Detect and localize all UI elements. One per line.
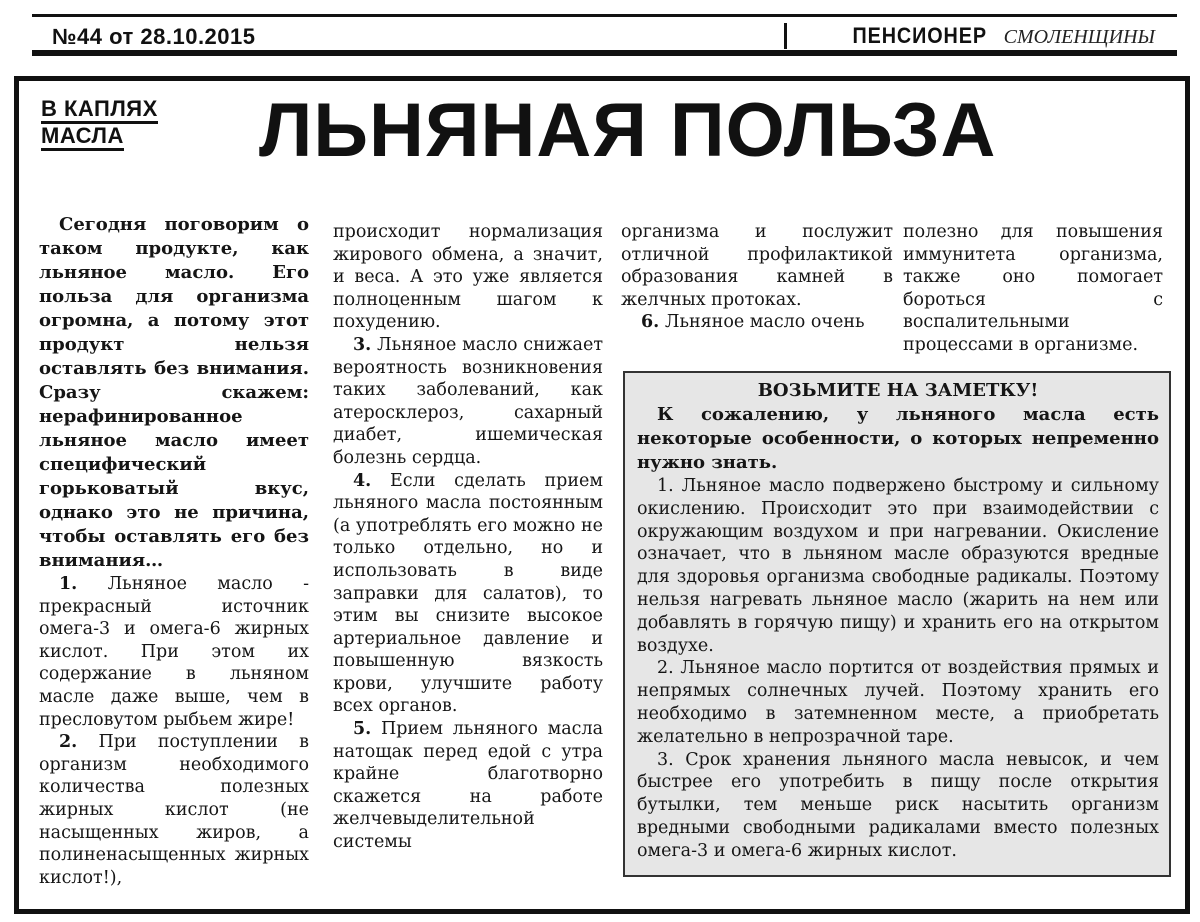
text-column-1 xyxy=(39,213,309,889)
paragraph-6-text: Льняное масло очень xyxy=(659,312,865,333)
paragraph-2-text: При поступлении в организм необходимого количества полезных жирных кислот (не насыщенных жиров, а полиненасыщенных жирных кислот!), xyxy=(39,732,309,888)
masthead xyxy=(845,23,1155,49)
headline: ЛЬНЯНАЯ ПОЛЬЗА xyxy=(259,88,997,173)
paragraph-6-number: 6. xyxy=(641,312,660,333)
note-item-1: 1. Льняное масло подвержено быстрому и сильному окислению. Происходит это при взаимодействии с окружающим воздухом и при нагревании. Окисление означает, что в льняном масле образуются вредные для здоровья организма свободные радикалы. Поэтому нельзя нагревать льняное масло (жарить на нем или добавлять в горячую пищу) и хранить его на открытом воздухе. xyxy=(637,476,1159,656)
note-title: ВОЗЬМИТЕ НА ЗАМЕТКУ! xyxy=(757,380,1039,401)
paragraph-1 xyxy=(39,573,309,731)
note-box xyxy=(623,371,1171,877)
paragraph-4 xyxy=(333,470,603,719)
paragraph-5 xyxy=(333,718,603,854)
rubric-line-1: В КАПЛЯХ xyxy=(41,97,158,124)
paragraph-2 xyxy=(39,731,309,889)
rubric-line-2: МАСЛА xyxy=(41,124,124,151)
paragraph-5-continued: организма и послужит отличной профилактикой образования камней в желчных протоках. xyxy=(621,222,893,310)
text-column-4 xyxy=(903,221,1163,357)
text-column-3 xyxy=(621,221,893,334)
paragraph-1-text: Льняное масло - прекрасный источник омега-3 и омега-6 жирных кислот. При этом их содержание в льняном масле даже выше, чем в пресловутом рыбьем жире! xyxy=(39,574,309,730)
article-frame xyxy=(14,76,1190,914)
paragraph-6 xyxy=(621,311,893,334)
paragraph-2-number: 2. xyxy=(59,732,78,753)
paragraph-3 xyxy=(333,334,603,470)
paragraph-3-number: 3. xyxy=(353,334,372,355)
paragraph-4-text: Если сделать прием льняного масла постоянным (а употреблять его можно не только отдельно, но и использовать в виде заправки для салатов), то этим вы снизите высокое артериальное давление и повышенную вязкость крови, улучшите работу всех органов. xyxy=(333,470,603,717)
paragraph-4-number: 4. xyxy=(353,470,372,491)
lead-paragraph: Сегодня поговорим о таком продукте, как льняное масло. Его польза для организма огромна, а потому этот продукт нельзя оставлять без внимания. Сразу скажем: нерафинированное льняное масло имеет специфический горьковатый вкус, однако это не причина, чтобы оставлять его без внимания… xyxy=(39,214,309,571)
paragraph-5-number: 5. xyxy=(353,719,372,740)
issue-number: №44 от 28.10.2015 xyxy=(52,24,256,49)
paragraph-2-continued: происходит нормализация жирового обмена, а значит, и веса. А это уже является полноценным шагом к похудению. xyxy=(333,222,603,333)
header-divider xyxy=(784,23,787,49)
note-item-2: 2. Льняное масло портится от воздействия прямых и непрямых солнечных лучей. Поэтому хранить его необходимо в затемненном месте, а приобретать желательно в непрозрачной таре. xyxy=(637,658,1159,747)
masthead-sub: СМОЛЕНЩИНЫ xyxy=(1003,26,1155,48)
masthead-main: ПЕНСИОНЕР xyxy=(852,23,988,48)
paragraph-5-text: Прием льняного масла натощак перед едой с утра крайне благотворно скажется на работе желчевыделительной системы xyxy=(333,719,603,853)
paragraph-3-text: Льняное масло снижает вероятность возникновения таких заболеваний, как атеросклероз, сахарный диабет, ишемическая болезнь сердца. xyxy=(333,334,603,468)
note-intro: К сожалению, у льняного масла есть некоторые особенности, о которых непременно нужно знать. xyxy=(637,404,1159,473)
note-item-3: 3. Срок хранения льняного масла невысок, и чем быстрее его употребить в пищу после открытия бутылки, тем меньше риск насытить организм вредными свободными радикалами вместо полезных омега-3 и омега-6 жирных кислот. xyxy=(637,749,1159,861)
rubric xyxy=(41,97,191,151)
paragraph-6-continued: полезно для повышения иммунитета организма, также оно помогает бороться с воспалительными процессами в организме. xyxy=(903,222,1163,355)
paragraph-1-number: 1. xyxy=(59,574,78,594)
issue-header xyxy=(32,14,1177,56)
text-column-2 xyxy=(333,221,603,854)
